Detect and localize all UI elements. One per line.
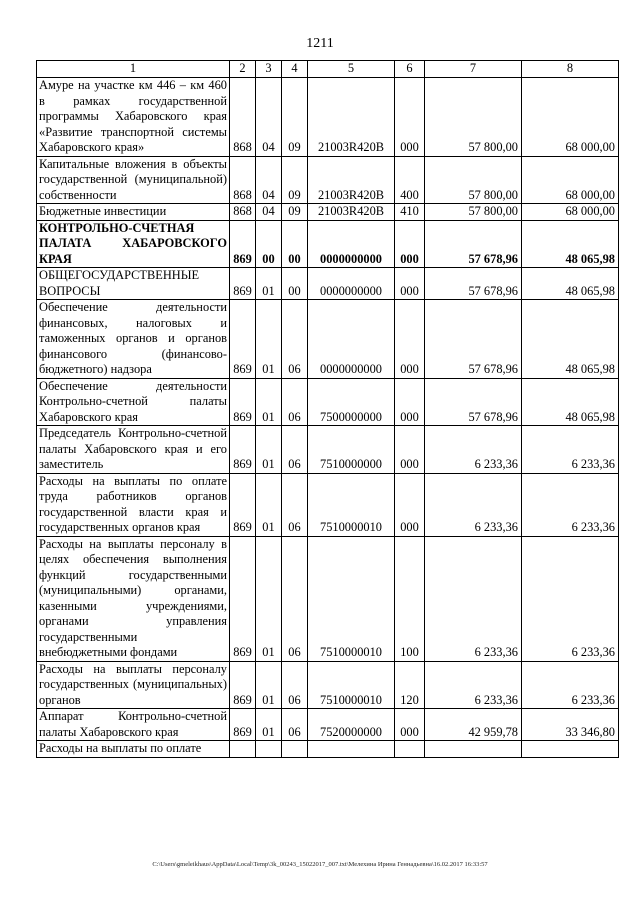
- table-row: [37, 741, 619, 758]
- row-name-cell: Капитальные вложения в объекты государственной (муниципальной) собственности: [37, 156, 230, 204]
- section-code-cell: 01: [256, 378, 282, 426]
- subsection-code-cell: 06: [282, 300, 308, 379]
- subsection-code-cell: 06: [282, 709, 308, 741]
- amount-year-2-cell: 68 000,00: [522, 78, 619, 157]
- header-cell: 4: [282, 61, 308, 78]
- expense-type-cell: [395, 741, 425, 758]
- header-cell: 6: [395, 61, 425, 78]
- section-code-cell: 01: [256, 268, 282, 300]
- table-row: [37, 536, 619, 661]
- expense-type-cell: 000: [395, 220, 425, 268]
- amount-year-1-cell: 6 233,36: [425, 473, 522, 536]
- header-row: [37, 61, 619, 78]
- amount-year-2-cell: 33 346,80: [522, 709, 619, 741]
- subsection-code-cell: 09: [282, 204, 308, 221]
- header-cell: 7: [425, 61, 522, 78]
- amount-year-1-cell: 57 800,00: [425, 156, 522, 204]
- expense-type-cell: 000: [395, 473, 425, 536]
- amount-year-2-cell: 6 233,36: [522, 473, 619, 536]
- amount-year-1-cell: 42 959,78: [425, 709, 522, 741]
- admin-code-cell: 869: [230, 473, 256, 536]
- amount-year-1-cell: 57 678,96: [425, 220, 522, 268]
- target-article-cell: 21003R420B: [308, 204, 395, 221]
- table-row: [37, 78, 619, 157]
- table-row: [37, 426, 619, 474]
- row-name-cell: КОНТРОЛЬНО-СЧЕТНАЯ ПАЛАТА ХАБАРОВСКОГО КРАЯ: [37, 220, 230, 268]
- target-article-cell: 21003R420B: [308, 156, 395, 204]
- expense-type-cell: 000: [395, 268, 425, 300]
- amount-year-2-cell: 68 000,00: [522, 204, 619, 221]
- subsection-code-cell: 09: [282, 78, 308, 157]
- target-article-cell: 7510000000: [308, 426, 395, 474]
- header-cell: 8: [522, 61, 619, 78]
- expense-type-cell: 000: [395, 709, 425, 741]
- table-row: [37, 268, 619, 300]
- expense-type-cell: 410: [395, 204, 425, 221]
- admin-code-cell: 869: [230, 426, 256, 474]
- admin-code-cell: 869: [230, 220, 256, 268]
- expense-type-cell: 120: [395, 661, 425, 709]
- admin-code-cell: 868: [230, 78, 256, 157]
- target-article-cell: 7500000000: [308, 378, 395, 426]
- table-row: [37, 661, 619, 709]
- target-article-cell: 0000000000: [308, 220, 395, 268]
- header-cell: 2: [230, 61, 256, 78]
- subsection-code-cell: 09: [282, 156, 308, 204]
- expense-type-cell: 100: [395, 536, 425, 661]
- section-code-cell: 04: [256, 204, 282, 221]
- subsection-code-cell: 06: [282, 661, 308, 709]
- row-name-cell: Бюджетные инвестиции: [37, 204, 230, 221]
- admin-code-cell: 869: [230, 661, 256, 709]
- amount-year-2-cell: [522, 741, 619, 758]
- section-code-cell: 04: [256, 156, 282, 204]
- header-cell: 5: [308, 61, 395, 78]
- subsection-code-cell: 06: [282, 536, 308, 661]
- row-name-cell: Амуре на участке км 446 – км 460 в рамках государственной программы Хабаровского края «Развитие транспортной системы Хабаровского края»: [37, 78, 230, 157]
- row-name-cell: Аппарат Контрольно-счетной палаты Хабаровского края: [37, 709, 230, 741]
- subsection-code-cell: [282, 741, 308, 758]
- admin-code-cell: 869: [230, 268, 256, 300]
- table-body: [37, 78, 619, 758]
- section-code-cell: 01: [256, 426, 282, 474]
- section-code-cell: 04: [256, 78, 282, 157]
- section-code-cell: 01: [256, 536, 282, 661]
- amount-year-2-cell: 6 233,36: [522, 536, 619, 661]
- section-code-cell: 00: [256, 220, 282, 268]
- expense-type-cell: 000: [395, 300, 425, 379]
- section-code-cell: 01: [256, 300, 282, 379]
- amount-year-2-cell: 6 233,36: [522, 426, 619, 474]
- row-name-cell: Расходы на выплаты по оплате труда работников органов государственной власти края и государственных органов края: [37, 473, 230, 536]
- amount-year-2-cell: 48 065,98: [522, 220, 619, 268]
- admin-code-cell: 869: [230, 300, 256, 379]
- admin-code-cell: [230, 741, 256, 758]
- target-article-cell: 7510000010: [308, 473, 395, 536]
- amount-year-1-cell: 6 233,36: [425, 426, 522, 474]
- amount-year-1-cell: 6 233,36: [425, 536, 522, 661]
- subsection-code-cell: 00: [282, 220, 308, 268]
- section-code-cell: 01: [256, 709, 282, 741]
- target-article-cell: 0000000000: [308, 268, 395, 300]
- table-row: [37, 378, 619, 426]
- admin-code-cell: 869: [230, 378, 256, 426]
- page-number: 1211: [306, 36, 334, 51]
- admin-code-cell: 868: [230, 204, 256, 221]
- table-row: [37, 220, 619, 268]
- amount-year-2-cell: 6 233,36: [522, 661, 619, 709]
- amount-year-1-cell: 57 800,00: [425, 204, 522, 221]
- expense-type-cell: 000: [395, 426, 425, 474]
- row-name-cell: Расходы на выплаты персоналу в целях обеспечения выполнения функций государственными (муниципальными) органами, казенными учреждениями, органами управления государственными внебюджетными фондами: [37, 536, 230, 661]
- target-article-cell: 21003R420B: [308, 78, 395, 157]
- row-name-cell: Председатель Контрольно-счетной палаты Хабаровского края и его заместитель: [37, 426, 230, 474]
- section-code-cell: 01: [256, 661, 282, 709]
- header-cell: 3: [256, 61, 282, 78]
- amount-year-2-cell: 48 065,98: [522, 268, 619, 300]
- expense-type-cell: 000: [395, 378, 425, 426]
- table-row: [37, 156, 619, 204]
- section-code-cell: 01: [256, 473, 282, 536]
- amount-year-2-cell: 48 065,98: [522, 378, 619, 426]
- target-article-cell: 7510000010: [308, 661, 395, 709]
- table-row: [37, 709, 619, 741]
- row-name-cell: Обеспечение деятельности Контрольно-счетной палаты Хабаровского края: [37, 378, 230, 426]
- subsection-code-cell: 06: [282, 473, 308, 536]
- admin-code-cell: 869: [230, 536, 256, 661]
- expense-type-cell: 400: [395, 156, 425, 204]
- amount-year-1-cell: 57 678,96: [425, 378, 522, 426]
- target-article-cell: 7510000010: [308, 536, 395, 661]
- table-row: [37, 300, 619, 379]
- amount-year-1-cell: 57 678,96: [425, 300, 522, 379]
- amount-year-2-cell: 68 000,00: [522, 156, 619, 204]
- amount-year-1-cell: 6 233,36: [425, 661, 522, 709]
- row-name-cell: Расходы на выплаты персоналу государственных (муниципальных) органов: [37, 661, 230, 709]
- admin-code-cell: 869: [230, 709, 256, 741]
- subsection-code-cell: 06: [282, 378, 308, 426]
- table-row: [37, 473, 619, 536]
- document-footer-path: C:\Users\gmeleikhaus\AppData\Local\Temp\3k_00243_15022017_007.txt\Мелехина Ирина Геннадьевна\16.02.2017 16:33:57: [152, 861, 488, 868]
- row-name-cell: Обеспечение деятельности финансовых, налоговых и таможенных органов и органов финансового (финансово-бюджетного) надзора: [37, 300, 230, 379]
- table-row: [37, 204, 619, 221]
- row-name-cell: Расходы на выплаты по оплате: [37, 741, 230, 758]
- section-code-cell: [256, 741, 282, 758]
- amount-year-1-cell: 57 800,00: [425, 78, 522, 157]
- target-article-cell: 0000000000: [308, 300, 395, 379]
- target-article-cell: [308, 741, 395, 758]
- amount-year-2-cell: 48 065,98: [522, 300, 619, 379]
- subsection-code-cell: 00: [282, 268, 308, 300]
- admin-code-cell: 868: [230, 156, 256, 204]
- amount-year-1-cell: [425, 741, 522, 758]
- header-cell: 1: [37, 61, 230, 78]
- expense-type-cell: 000: [395, 78, 425, 157]
- target-article-cell: 7520000000: [308, 709, 395, 741]
- subsection-code-cell: 06: [282, 426, 308, 474]
- amount-year-1-cell: 57 678,96: [425, 268, 522, 300]
- row-name-cell: ОБЩЕГОСУДАРСТВЕННЫЕ ВОПРОСЫ: [37, 268, 230, 300]
- budget-table: [36, 60, 619, 758]
